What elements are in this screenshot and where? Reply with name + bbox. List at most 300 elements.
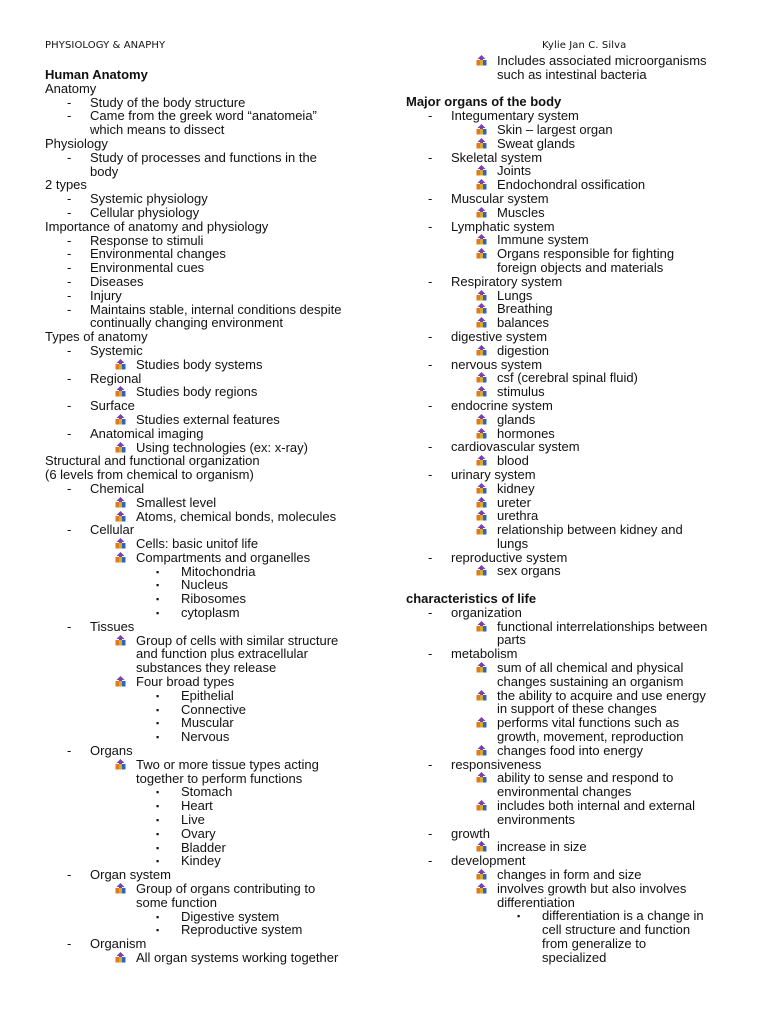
arrow-bullet-icon	[476, 386, 487, 397]
note-text: Live	[181, 812, 205, 828]
note-line	[406, 247, 736, 261]
note-text: All organ systems working together	[136, 950, 339, 965]
note-line	[406, 896, 736, 910]
note-line	[406, 537, 736, 551]
note-line	[406, 730, 736, 744]
arrow-bullet-icon	[476, 428, 487, 439]
note-text: urinary system	[451, 466, 536, 482]
dash-bullet: -	[67, 425, 72, 441]
note-text: growth, movement, reproduction	[497, 729, 684, 745]
note-text: in support of these changes	[497, 701, 657, 717]
note-text: Regional	[90, 370, 142, 386]
note-line	[45, 578, 375, 592]
arrow-bullet-icon	[115, 386, 126, 397]
note-line	[406, 868, 736, 882]
note-text: sex organs	[497, 563, 561, 579]
note-line	[406, 606, 736, 620]
note-text: (6 levels from chemical to organism)	[45, 467, 254, 483]
note-text: increase in size	[497, 839, 587, 855]
note-text: reproductive system	[451, 549, 568, 565]
note-text: hormones	[497, 425, 555, 441]
note-text: Immune system	[497, 232, 589, 248]
dash-bullet: -	[67, 867, 72, 883]
note-line	[45, 151, 375, 165]
note-line	[45, 758, 375, 772]
note-line	[45, 827, 375, 841]
dash-bullet: -	[67, 618, 72, 634]
note-line	[45, 799, 375, 813]
note-text: Chemical	[90, 480, 145, 496]
note-text: parts	[497, 632, 526, 648]
note-line	[45, 661, 375, 675]
arrow-bullet-icon	[476, 772, 487, 783]
arrow-bullet-icon	[115, 676, 126, 687]
arrow-bullet-icon	[115, 538, 126, 549]
note-line	[45, 647, 375, 661]
arrow-bullet-icon	[115, 952, 126, 963]
note-line	[45, 330, 375, 344]
dash-bullet: -	[67, 480, 72, 496]
note-line	[45, 785, 375, 799]
note-text: Types of anatomy	[45, 329, 148, 345]
note-text: Compartments and organelles	[136, 549, 311, 565]
note-text: endocrine system	[451, 397, 553, 413]
note-line	[45, 703, 375, 717]
note-text: Stomach	[181, 784, 233, 800]
note-line	[45, 137, 375, 151]
square-bullet: ▪	[156, 690, 160, 701]
note-text: Group of organs contributing to	[136, 881, 316, 897]
note-text: and function plus extracellular	[136, 646, 308, 662]
note-line	[45, 813, 375, 827]
note-text: such as intestinal bacteria	[497, 66, 647, 82]
dash-bullet: -	[67, 273, 72, 289]
note-line	[406, 827, 736, 841]
note-line	[406, 358, 736, 372]
note-text: Human Anatomy	[45, 67, 148, 82]
note-line	[406, 109, 736, 123]
note-text: growth	[451, 825, 491, 841]
note-line	[406, 164, 736, 178]
note-text: kidney	[497, 480, 535, 496]
dash-bullet: -	[428, 466, 433, 482]
note-text: Study of processes and functions in the	[90, 149, 317, 165]
note-text: Structural and functional organization	[45, 453, 260, 469]
note-line	[45, 275, 375, 289]
note-text: changes sustaining an organism	[497, 673, 684, 689]
note-line	[406, 909, 736, 923]
dash-bullet: -	[428, 549, 433, 565]
note-line	[406, 799, 736, 813]
dash-bullet: -	[428, 218, 433, 234]
blank-line	[406, 82, 736, 96]
arrow-bullet-icon	[476, 303, 487, 314]
note-line	[45, 192, 375, 206]
note-line	[406, 620, 736, 634]
arrow-bullet-icon	[476, 483, 487, 494]
note-text: Organ system	[90, 867, 171, 883]
note-text: Response to stimuli	[90, 232, 204, 248]
note-text: Integumentary system	[451, 108, 579, 124]
dash-bullet: -	[67, 246, 72, 262]
note-text: Surface	[90, 398, 135, 414]
section-heading	[45, 68, 375, 82]
arrow-bullet-icon	[476, 455, 487, 466]
note-text: Skeletal system	[451, 149, 543, 165]
dash-bullet: -	[428, 646, 433, 662]
note-text: Bladder	[181, 839, 226, 855]
dash-bullet: -	[428, 328, 433, 344]
note-line	[45, 261, 375, 275]
square-bullet: ▪	[156, 732, 160, 743]
note-text: Kindey	[181, 853, 221, 869]
note-line	[406, 551, 736, 565]
note-line	[45, 523, 375, 537]
note-line	[45, 592, 375, 606]
note-line	[45, 951, 375, 965]
note-text: Maintains stable, internal conditions despite	[90, 301, 342, 317]
note-line	[45, 468, 375, 482]
note-line	[45, 399, 375, 413]
note-text: changes in form and size	[497, 867, 642, 883]
note-text: Group of cells with similar structure	[136, 632, 339, 648]
note-line	[406, 482, 736, 496]
square-bullet: ▪	[156, 842, 160, 853]
note-line	[406, 564, 736, 578]
note-text: Physiology	[45, 135, 108, 151]
note-line	[45, 441, 375, 455]
note-text: Cellular physiology	[90, 204, 200, 220]
note-line	[406, 675, 736, 689]
arrow-bullet-icon	[476, 869, 487, 880]
note-line	[406, 413, 736, 427]
note-text: environments	[497, 811, 576, 827]
note-text: Nucleus	[181, 577, 228, 593]
note-line	[406, 468, 736, 482]
note-text: Diseases	[90, 273, 144, 289]
note-text: Environmental changes	[90, 246, 226, 262]
dash-bullet: -	[67, 936, 72, 952]
square-bullet: ▪	[156, 828, 160, 839]
note-line	[45, 385, 375, 399]
note-text: Study of the body structure	[90, 94, 246, 110]
arrow-bullet-icon	[115, 635, 126, 646]
note-line	[45, 413, 375, 427]
arrow-bullet-icon	[476, 317, 487, 328]
arrow-bullet-icon	[476, 621, 487, 632]
note-text: Came from the greek word “anatomeia”	[90, 108, 317, 124]
arrow-bullet-icon	[476, 55, 487, 66]
note-line	[406, 440, 736, 454]
arrow-bullet-icon	[476, 883, 487, 894]
note-line	[45, 937, 375, 951]
note-text: performs vital functions such as	[497, 715, 680, 731]
note-text: balances	[497, 315, 550, 331]
note-line	[406, 261, 736, 275]
note-text: Anatomical imaging	[90, 425, 204, 441]
note-line	[406, 289, 736, 303]
note-text: organization	[451, 604, 522, 620]
dash-bullet: -	[67, 398, 72, 414]
note-line	[406, 758, 736, 772]
note-line	[45, 303, 375, 317]
arrow-bullet-icon	[476, 248, 487, 259]
note-text: cardiovascular system	[451, 439, 580, 455]
note-text: together to perform functions	[136, 770, 303, 786]
note-text: Environmental cues	[90, 260, 205, 276]
note-text: Two or more tissue types acting	[136, 756, 319, 772]
note-line	[45, 675, 375, 689]
dash-bullet: -	[428, 149, 433, 165]
note-text: specialized	[542, 949, 607, 965]
note-text: differentiation is a change in	[542, 908, 704, 924]
square-bullet: ▪	[156, 856, 160, 867]
note-text: Connective	[181, 701, 247, 717]
note-line	[406, 123, 736, 137]
arrow-bullet-icon	[115, 442, 126, 453]
section-heading	[406, 592, 736, 606]
note-text: glands	[497, 411, 536, 427]
note-line	[45, 206, 375, 220]
note-text: functional interrelationships between	[497, 618, 708, 634]
note-line	[406, 689, 736, 703]
note-text: includes both internal and external	[497, 798, 696, 814]
square-bullet: ▪	[156, 608, 160, 619]
note-text: some function	[136, 894, 217, 910]
note-text: Organism	[90, 936, 147, 952]
note-text: Anatomy	[45, 80, 97, 96]
note-line	[406, 427, 736, 441]
dash-bullet: -	[67, 149, 72, 165]
note-text: Digestive system	[181, 908, 280, 924]
dash-bullet: -	[67, 370, 72, 386]
note-line	[45, 620, 375, 634]
note-text: Ovary	[181, 825, 216, 841]
arrow-bullet-icon	[476, 565, 487, 576]
note-line	[45, 316, 375, 330]
note-text: Studies body regions	[136, 384, 258, 400]
note-line	[45, 565, 375, 579]
dash-bullet: -	[67, 287, 72, 303]
note-line	[406, 840, 736, 854]
arrow-bullet-icon	[476, 800, 487, 811]
dash-bullet: -	[428, 356, 433, 372]
dash-bullet: -	[67, 743, 72, 759]
dash-bullet: -	[67, 108, 72, 124]
note-line	[406, 302, 736, 316]
note-text: Breathing	[497, 301, 553, 317]
note-text: Muscular	[181, 715, 234, 731]
note-line	[406, 316, 736, 330]
square-bullet: ▪	[156, 580, 160, 591]
note-line	[45, 716, 375, 730]
note-text: Nervous	[181, 729, 230, 745]
note-text: Epithelial	[181, 687, 234, 703]
note-line	[406, 399, 736, 413]
square-bullet: ▪	[156, 566, 160, 577]
arrow-bullet-icon	[476, 372, 487, 383]
note-line	[45, 372, 375, 386]
section-heading	[406, 95, 736, 109]
note-line	[45, 744, 375, 758]
square-bullet: ▪	[156, 911, 160, 922]
note-line	[45, 730, 375, 744]
note-line	[406, 233, 736, 247]
square-bullet: ▪	[156, 704, 160, 715]
dash-bullet: -	[428, 756, 433, 772]
note-text: ureter	[497, 494, 531, 510]
note-line	[45, 234, 375, 248]
arrow-bullet-icon	[476, 662, 487, 673]
note-text: development	[451, 853, 526, 869]
note-text: Studies external features	[136, 411, 280, 427]
dash-bullet: -	[428, 190, 433, 206]
note-line	[406, 54, 736, 68]
note-text: Atoms, chemical bonds, molecules	[136, 508, 337, 524]
dash-bullet: -	[428, 108, 433, 124]
arrow-bullet-icon	[476, 234, 487, 245]
note-line	[45, 689, 375, 703]
note-line	[45, 841, 375, 855]
note-text: relationship between kidney and	[497, 522, 683, 538]
dash-bullet: -	[67, 94, 72, 110]
note-text: characteristics of life	[406, 591, 537, 607]
note-text: urethra	[497, 508, 539, 524]
note-line	[406, 785, 736, 799]
note-line	[406, 854, 736, 868]
note-line	[406, 771, 736, 785]
square-bullet: ▪	[156, 718, 160, 729]
arrow-bullet-icon	[115, 414, 126, 425]
note-line	[45, 634, 375, 648]
note-line	[45, 109, 375, 123]
note-line	[406, 151, 736, 165]
dash-bullet: -	[428, 604, 433, 620]
document-header-title: PHYSIOLOGY & ANAPHY	[45, 40, 166, 51]
note-line	[406, 744, 736, 758]
note-text: cell structure and function	[542, 922, 691, 938]
note-text: continually changing environment	[90, 315, 283, 331]
arrow-bullet-icon	[476, 690, 487, 701]
blank-line	[406, 578, 736, 592]
dash-bullet: -	[67, 204, 72, 220]
note-line	[45, 923, 375, 937]
note-text: Mitochondria	[181, 563, 256, 579]
note-text: Joints	[497, 163, 531, 179]
note-text: Skin – largest organ	[497, 121, 613, 137]
left-column-notes	[45, 68, 375, 965]
note-line	[45, 96, 375, 110]
note-text: responsiveness	[451, 756, 542, 772]
note-line	[406, 951, 736, 965]
note-line	[45, 178, 375, 192]
note-line	[45, 606, 375, 620]
note-line	[45, 772, 375, 786]
note-line	[406, 178, 736, 192]
note-line	[406, 937, 736, 951]
arrow-bullet-icon	[476, 138, 487, 149]
note-text: ability to sense and respond to	[497, 770, 674, 786]
note-line	[45, 551, 375, 565]
note-line	[406, 371, 736, 385]
arrow-bullet-icon	[476, 524, 487, 535]
note-text: metabolism	[451, 646, 518, 662]
note-line	[406, 330, 736, 344]
arrow-bullet-icon	[476, 510, 487, 521]
square-bullet: ▪	[517, 911, 521, 922]
note-line	[45, 123, 375, 137]
note-text: Ribosomes	[181, 591, 247, 607]
note-line	[406, 702, 736, 716]
note-line	[45, 289, 375, 303]
note-text: blood	[497, 453, 529, 469]
note-line	[45, 344, 375, 358]
note-line	[45, 82, 375, 96]
dash-bullet: -	[67, 342, 72, 358]
note-text: Reproductive system	[181, 922, 303, 938]
note-line	[406, 647, 736, 661]
note-line	[406, 882, 736, 896]
note-text: body	[90, 163, 119, 179]
note-line	[45, 358, 375, 372]
note-line	[45, 854, 375, 868]
square-bullet: ▪	[156, 815, 160, 826]
note-line	[406, 454, 736, 468]
note-text: Major organs of the body	[406, 94, 562, 110]
arrow-bullet-icon	[476, 414, 487, 425]
note-line	[45, 247, 375, 261]
note-text: Lymphatic system	[451, 218, 555, 234]
dash-bullet: -	[428, 853, 433, 869]
note-text: Endochondral ossification	[497, 177, 646, 193]
note-text: the ability to acquire and use energy	[497, 687, 706, 703]
arrow-bullet-icon	[115, 497, 126, 508]
note-text: involves growth but also involves	[497, 880, 687, 896]
note-text: stimulus	[497, 384, 545, 400]
note-line	[45, 427, 375, 441]
note-text: which means to dissect	[90, 122, 225, 138]
arrow-bullet-icon	[115, 759, 126, 770]
note-line	[406, 220, 736, 234]
arrow-bullet-icon	[476, 717, 487, 728]
square-bullet: ▪	[156, 801, 160, 812]
arrow-bullet-icon	[476, 841, 487, 852]
note-line	[406, 275, 736, 289]
arrow-bullet-icon	[115, 511, 126, 522]
note-line	[406, 137, 736, 151]
note-text: digestion	[497, 342, 550, 358]
dash-bullet: -	[67, 260, 72, 276]
square-bullet: ▪	[156, 787, 160, 798]
note-text: Using technologies (ex: x-ray)	[136, 439, 308, 455]
note-text: nervous system	[451, 356, 543, 372]
note-text: Respiratory system	[451, 273, 563, 289]
arrow-bullet-icon	[115, 883, 126, 894]
note-line	[406, 206, 736, 220]
note-text: Systemic physiology	[90, 191, 208, 207]
note-text: 2 types	[45, 177, 87, 193]
note-line	[406, 716, 736, 730]
note-text: foreign objects and materials	[497, 259, 664, 275]
note-line	[45, 165, 375, 179]
note-line	[45, 882, 375, 896]
note-text: differentiation	[497, 894, 575, 910]
note-text: csf (cerebral spinal fluid)	[497, 370, 638, 386]
arrow-bullet-icon	[476, 290, 487, 301]
square-bullet: ▪	[156, 594, 160, 605]
note-line	[45, 220, 375, 234]
note-text: Systemic	[90, 342, 143, 358]
